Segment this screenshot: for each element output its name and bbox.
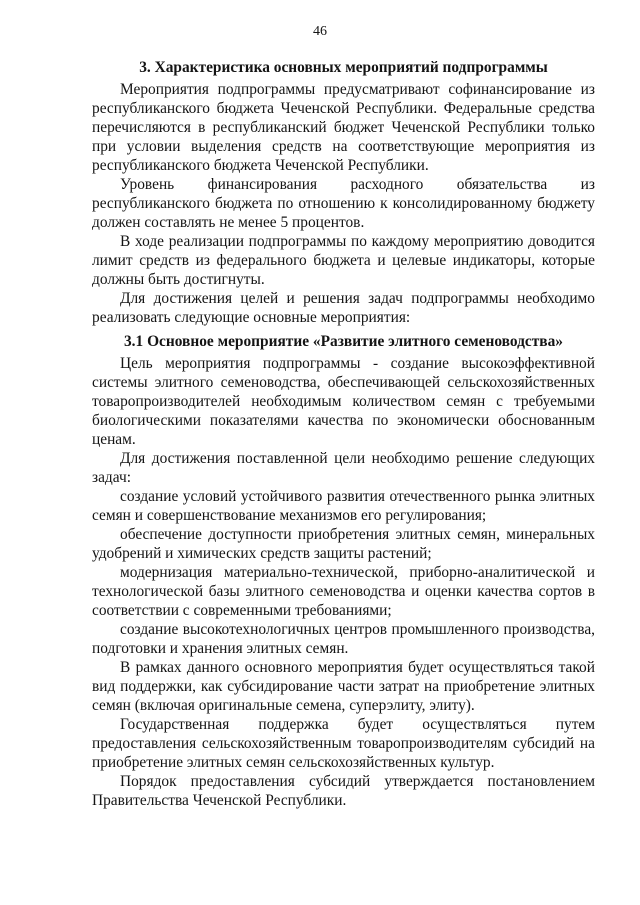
paragraph: Государственная поддержка будет осуществляться путем предоставления сельскохозяйственным товаропроизводителям субсидий на приобретение элитных семян сельскохозяйственных культур. [92,716,595,771]
list-item: модернизация материально-технической, приборно-аналитической и технологической базы элитного семеноводства и оценки качества сортов в соответствии с современными требованиями; [92,564,595,619]
page-content [92,58,595,810]
page-number: 46 [313,24,327,39]
list-item: создание условий устойчивого развития отечественного рынка элитных семян и совершенствование механизмов его регулирования; [92,488,595,524]
paragraph: Уровень финансирования расходного обязательства из республиканского бюджета по отношению к консолидированному бюджету должен составлять не менее 5 процентов. [92,176,595,231]
paragraph: В рамках данного основного мероприятия будет осуществляться такой вид поддержки, как субсидирование части затрат на приобретение элитных семян (включая оригинальные семена, суперэлиту, элиту). [92,659,595,714]
paragraph: Порядок предоставления субсидий утверждается постановлением Правительства Чеченской Республики. [92,773,595,809]
paragraph: Цель мероприятия подпрограммы - создание высокоэффективной системы элитного семеноводства, обеспечивающей сельскохозяйственных товаропроизводителей необходимым количеством семян с требуемыми биологическими показателями качества по экономически обоснованным ценам. [92,355,595,448]
paragraph: Мероприятия подпрограммы предусматривают софинансирование из республиканского бюджета Чеченской Республики. Федеральные средства перечисляются в республиканский бюджет Чеченской Республики только при условии выделения средств на соответствующие мероприятия из республиканского бюджета Чеченской Республики. [92,81,595,174]
section-heading: 3. Характеристика основных мероприятий подпрограммы [139,59,548,76]
subsection-heading: 3.1 Основное мероприятие «Развитие элитного семеноводства» [123,333,563,350]
paragraph: В ходе реализации подпрограммы по каждому мероприятию доводится лимит средств из федерального бюджета и целевые индикаторы, которые должны быть достигнуты. [92,233,595,288]
paragraph: Для достижения поставленной цели необходимо решение следующих задач: [92,450,595,486]
paragraph: Для достижения целей и решения задач подпрограммы необходимо реализовать следующие основные мероприятия: [92,290,595,326]
list-item: создание высокотехнологичных центров промышленного производства, подготовки и хранения элитных семян. [92,621,595,657]
list-item: обеспечение доступности приобретения элитных семян, минеральных удобрений и химических средств защиты растений; [92,526,595,562]
